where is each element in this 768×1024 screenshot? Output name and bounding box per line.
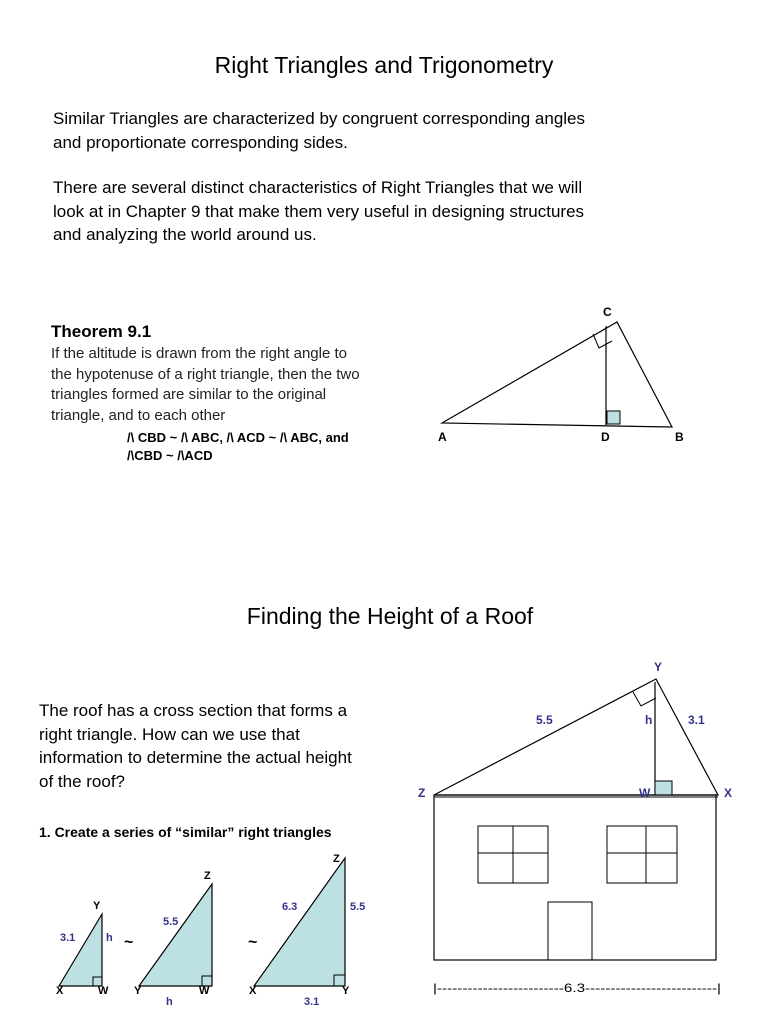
roof-triangle xyxy=(434,679,718,795)
label-b: B xyxy=(675,430,684,444)
t1-label-h: h xyxy=(106,932,113,944)
t2-label-side: 5.5 xyxy=(163,916,179,928)
t2-label-z: Z xyxy=(204,870,211,882)
text-line: There are several distinct characteristics of Right Triangles that we will xyxy=(53,178,583,197)
t3-label-y: Y xyxy=(342,985,350,997)
theorem-diagram xyxy=(0,0,768,470)
t2-label-h: h xyxy=(166,996,173,1008)
text-line: of the roof? xyxy=(39,771,126,791)
t1-label-y: Y xyxy=(93,900,101,912)
t1-label-side: 3.1 xyxy=(60,932,76,944)
house-body xyxy=(434,795,716,960)
text-line: Similar Triangles are characterized by congruent corresponding angles xyxy=(53,109,586,128)
window-right xyxy=(607,826,677,883)
triangle-3 xyxy=(254,858,345,986)
right-angle-mark-w xyxy=(655,781,672,795)
t2-label-w: W xyxy=(199,985,210,997)
right-angle-mark-d xyxy=(607,411,620,424)
label-w: W xyxy=(639,786,651,800)
page-title: Right Triangles and Trigonometry xyxy=(214,52,554,78)
t3-label-z: Z xyxy=(333,853,340,865)
right-angle-mark-c xyxy=(593,334,612,348)
triangle-1 xyxy=(59,914,102,986)
label-y: Y xyxy=(654,660,663,674)
label-c: C xyxy=(603,305,612,319)
text-line: the hypotenuse of a right triangle, then the two xyxy=(51,365,360,383)
label-d: D xyxy=(601,430,610,444)
text-line: right triangle. How can we use that xyxy=(39,724,300,744)
door xyxy=(548,902,592,960)
text-line: information to determine the actual height xyxy=(39,748,352,767)
t3-label-hyp: 6.3 xyxy=(282,901,298,913)
t1-label-w: W xyxy=(98,985,109,997)
theorem-title: Theorem 9.1 xyxy=(51,322,152,341)
similar-triangles-diagram xyxy=(0,850,420,1024)
t3-label-x: X xyxy=(249,985,257,997)
text-line: and proportionate corresponding sides. xyxy=(53,132,348,152)
label-side-zy: 5.5 xyxy=(536,713,553,727)
text-line: look at in Chapter 9 that make them very useful in designing structures xyxy=(53,201,585,221)
t3-label-side: 5.5 xyxy=(350,901,366,913)
text-line: /\ CBD ~ /\ ABC, /\ ACD ~ /\ ABC, and xyxy=(127,430,349,445)
t2-label-y: Y xyxy=(134,985,142,997)
text-line: triangles formed are similar to the original xyxy=(51,386,327,403)
triangle-2 xyxy=(139,884,212,986)
similar-symbol-1: ~ xyxy=(124,934,134,951)
label-x: X xyxy=(724,786,733,800)
similar-symbol-2: ~ xyxy=(248,934,258,951)
label-a: A xyxy=(438,430,447,444)
step-1: 1. Create a series of “similar” right triangles xyxy=(39,824,332,840)
t1-label-x: X xyxy=(56,985,64,997)
text-line: triangle, and to each other xyxy=(51,406,226,424)
label-z: Z xyxy=(418,786,426,800)
text-line: /\CBD ~ /\ACD xyxy=(127,448,213,463)
t3-label-base: 3.1 xyxy=(304,996,320,1008)
label-side-yx: 3.1 xyxy=(688,713,705,727)
label-h: h xyxy=(645,713,653,727)
text-line: If the altitude is drawn from the right angle to xyxy=(51,345,347,362)
width-dimension-label: |-------------------------6.3--------------------------| xyxy=(433,981,721,995)
text-line: and analyzing the world around us. xyxy=(53,225,317,244)
right-angle-mark-y xyxy=(633,692,656,706)
section-title-roof: Finding the Height of a Roof xyxy=(246,603,534,629)
triangle-abc xyxy=(442,322,672,427)
text-line: The roof has a cross section that forms a xyxy=(39,701,348,720)
